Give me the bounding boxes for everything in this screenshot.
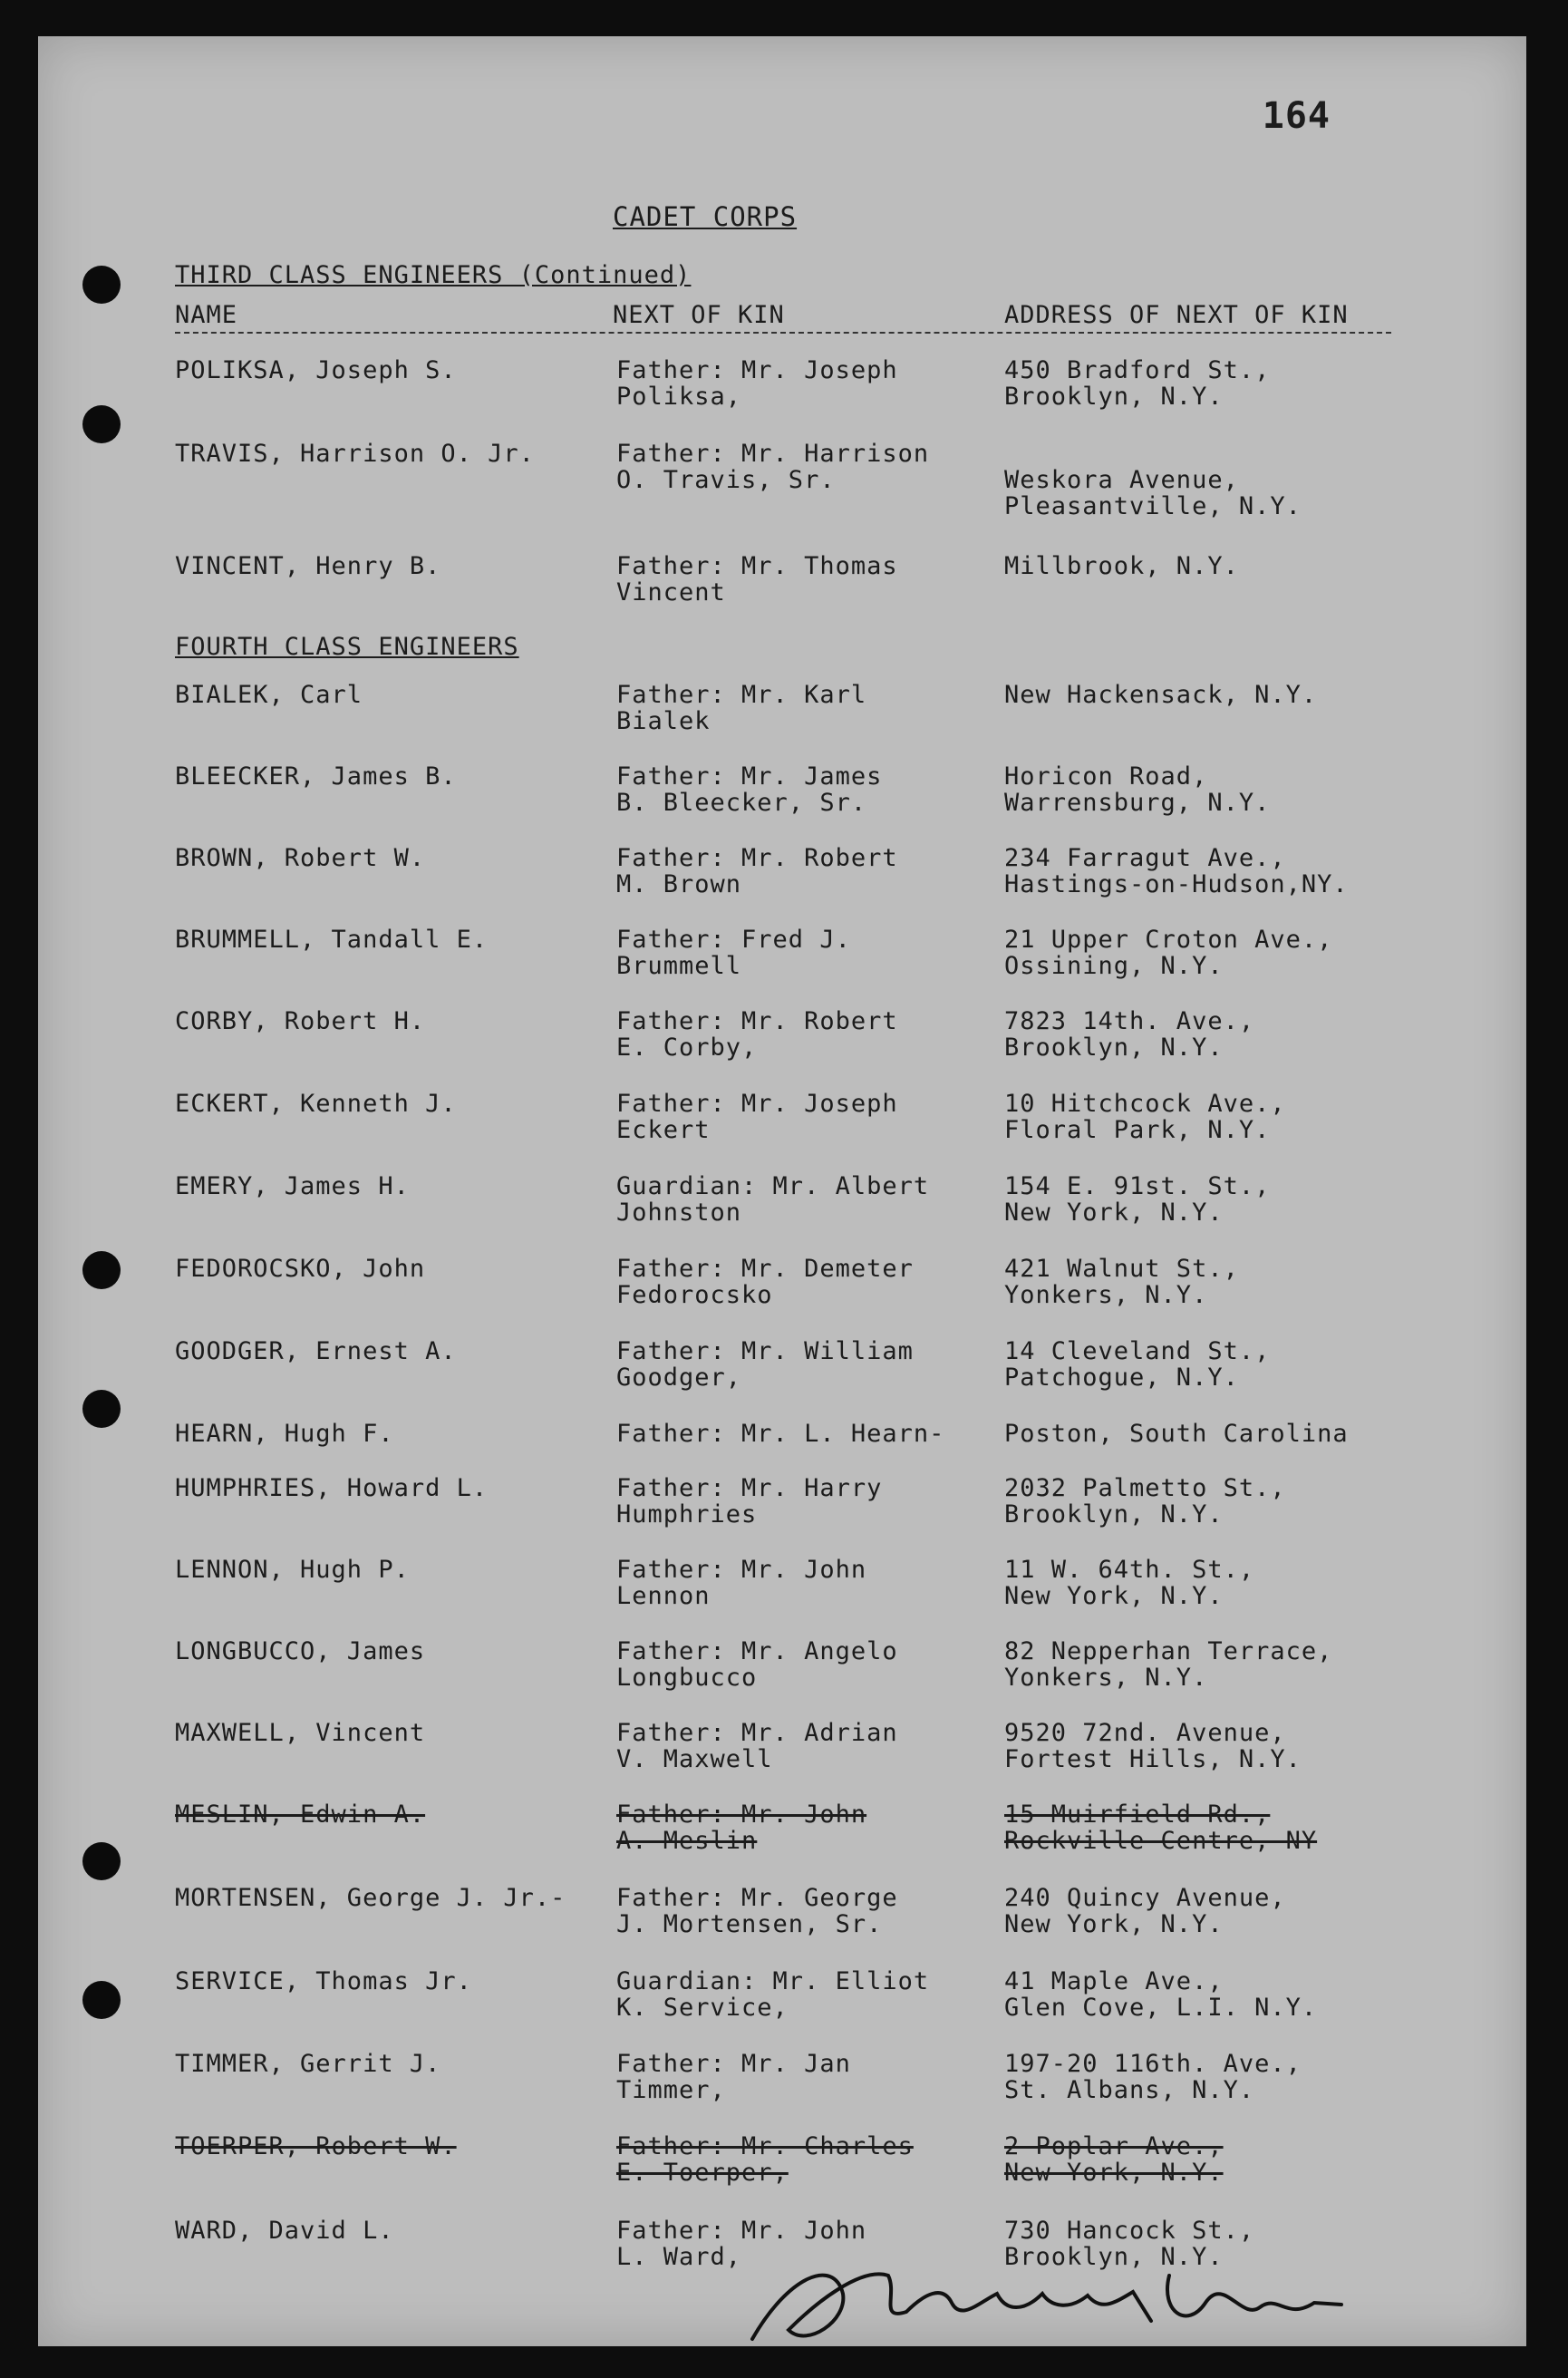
entry-next-of-kin: Father: Mr. Joseph Poliksa,: [616, 356, 898, 411]
entry-next-of-kin: Father: Mr. Thomas Vincent: [616, 552, 898, 607]
entry-address: 21 Upper Croton Ave., Ossining, N.Y.: [1004, 926, 1333, 980]
entry-address: 2032 Palmetto St., Brooklyn, N.Y.: [1004, 1474, 1286, 1529]
column-header-name: NAME: [175, 301, 238, 329]
punch-hole: [82, 405, 121, 443]
entry-address: 10 Hitchcock Ave., Floral Park, N.Y.: [1004, 1090, 1286, 1144]
entry-name: POLIKSA, Joseph S.: [175, 356, 457, 384]
punch-hole: [82, 266, 121, 304]
entry-address: 7823 14th. Ave., Brooklyn, N.Y.: [1004, 1007, 1255, 1062]
entry-next-of-kin: Guardian: Mr. Albert Johnston: [616, 1172, 930, 1227]
entry-address: 9520 72nd. Avenue, Fortest Hills, N.Y.: [1004, 1719, 1302, 1773]
entry-name-struck: MESLIN, Edwin A.: [175, 1800, 426, 1829]
handwritten-signature: [734, 2239, 1369, 2357]
entry-name: MAXWELL, Vincent: [175, 1719, 426, 1747]
entry-next-of-kin: Father: Mr. Robert E. Corby,: [616, 1007, 898, 1062]
section-heading-fourth-class: FOURTH CLASS ENGINEERS: [175, 633, 519, 661]
entry-next-of-kin: Father: Mr. Karl Bialek: [616, 681, 867, 735]
entry-next-of-kin: Father: Mr. Harry Humphries: [616, 1474, 883, 1529]
entry-next-of-kin-struck: Father: Mr. John A. Meslin: [616, 1800, 867, 1855]
entry-name: HEARN, Hugh F.: [175, 1420, 394, 1448]
entry-address: 240 Quincy Avenue, New York, N.Y.: [1004, 1884, 1286, 1938]
entry-name-struck: TOERPER, Robert W.: [175, 2132, 457, 2160]
entry-next-of-kin: Father: Mr. John Lennon: [616, 1556, 867, 1610]
entry-address: 450 Bradford St., Brooklyn, N.Y.: [1004, 356, 1271, 411]
entry-name: ECKERT, Kenneth J.: [175, 1090, 457, 1118]
punch-hole: [82, 1842, 121, 1880]
entry-name: BLEECKER, James B.: [175, 762, 457, 791]
entry-address: 41 Maple Ave., Glen Cove, L.I. N.Y.: [1004, 1967, 1318, 2022]
entry-name: LENNON, Hugh P.: [175, 1556, 410, 1584]
entry-name: HUMPHRIES, Howard L.: [175, 1474, 489, 1502]
entry-next-of-kin: Father: Mr. Angelo Longbucco: [616, 1637, 898, 1692]
entry-address: 82 Nepperhan Terrace, Yonkers, N.Y.: [1004, 1637, 1333, 1692]
entry-address: 11 W. 64th. St., New York, N.Y.: [1004, 1556, 1255, 1610]
column-header-address: ADDRESS OF NEXT OF KIN: [1004, 301, 1349, 329]
entry-next-of-kin: Father: Mr. William Goodger,: [616, 1337, 914, 1392]
entry-name: EMERY, James H.: [175, 1172, 410, 1200]
entry-name: BROWN, Robert W.: [175, 844, 426, 872]
entry-next-of-kin: Father: Mr. Demeter Fedorocsko: [616, 1255, 914, 1309]
entry-name: CORBY, Robert H.: [175, 1007, 426, 1035]
entry-address-struck: 15 Muirfield Rd., Rockville Centre, NY: [1004, 1800, 1318, 1855]
entry-next-of-kin: Father: Mr. Adrian V. Maxwell: [616, 1719, 898, 1773]
entry-next-of-kin: Father: Mr. John L. Ward,: [616, 2217, 867, 2271]
punch-hole: [82, 1390, 121, 1428]
entry-next-of-kin: Father: Mr. Harrison O. Travis, Sr.: [616, 440, 930, 494]
entry-address-struck: 2 Poplar Ave., New York, N.Y.: [1004, 2132, 1224, 2187]
entry-name: WARD, David L.: [175, 2217, 394, 2245]
entry-next-of-kin: Guardian: Mr. Elliot K. Service,: [616, 1967, 930, 2022]
entry-next-of-kin: Father: Mr. Joseph Eckert: [616, 1090, 898, 1144]
entry-name: SERVICE, Thomas Jr.: [175, 1967, 472, 1995]
entry-name: TRAVIS, Harrison O. Jr.: [175, 440, 535, 468]
entry-address: Poston, South Carolina: [1004, 1420, 1349, 1448]
entry-next-of-kin: Father: Mr. L. Hearn-: [616, 1420, 945, 1448]
column-header-rule: [175, 332, 1391, 334]
page-number: 164: [1262, 95, 1331, 137]
entry-address: 730 Hancock St., Brooklyn, N.Y.: [1004, 2217, 1255, 2271]
entry-next-of-kin: Father: Fred J. Brummell: [616, 926, 851, 980]
entry-next-of-kin: Father: Mr. George J. Mortensen, Sr.: [616, 1884, 898, 1938]
page-title: CADET CORPS: [613, 201, 798, 232]
entry-name: LONGBUCCO, James: [175, 1637, 426, 1665]
section-heading-third-class: THIRD CLASS ENGINEERS (Continued): [175, 261, 692, 289]
entry-name: VINCENT, Henry B.: [175, 552, 441, 580]
entry-address: 154 E. 91st. St., New York, N.Y.: [1004, 1172, 1271, 1227]
entry-next-of-kin: Father: Mr. Robert M. Brown: [616, 844, 898, 898]
entry-address: Millbrook, N.Y.: [1004, 552, 1239, 580]
entry-address: 421 Walnut St., Yonkers, N.Y.: [1004, 1255, 1239, 1309]
entry-address: Horicon Road, Warrensburg, N.Y.: [1004, 762, 1271, 817]
entry-address: 234 Farragut Ave., Hastings-on-Hudson,NY.: [1004, 844, 1349, 898]
entry-name: MORTENSEN, George J. Jr.-: [175, 1884, 566, 1912]
entry-next-of-kin-struck: Father: Mr. Charles E. Toerper,: [616, 2132, 914, 2187]
entry-address: New Hackensack, N.Y.: [1004, 681, 1318, 709]
entry-name: GOODGER, Ernest A.: [175, 1337, 457, 1365]
punch-hole: [82, 1981, 121, 2019]
entry-address: 197-20 116th. Ave., St. Albans, N.Y.: [1004, 2050, 1302, 2104]
entry-name: BIALEK, Carl: [175, 681, 363, 709]
entry-address: 14 Cleveland St., Patchogue, N.Y.: [1004, 1337, 1271, 1392]
entry-next-of-kin: Father: Mr. James B. Bleecker, Sr.: [616, 762, 883, 817]
entry-next-of-kin: Father: Mr. Jan Timmer,: [616, 2050, 851, 2104]
punch-hole: [82, 1251, 121, 1289]
entry-address: Weskora Avenue, Pleasantville, N.Y.: [1004, 466, 1302, 520]
entry-name: BRUMMELL, Tandall E.: [175, 926, 489, 954]
entry-name: TIMMER, Gerrit J.: [175, 2050, 441, 2078]
column-header-next-of-kin: NEXT OF KIN: [613, 301, 785, 329]
entry-name: FEDOROCSKO, John: [175, 1255, 426, 1283]
